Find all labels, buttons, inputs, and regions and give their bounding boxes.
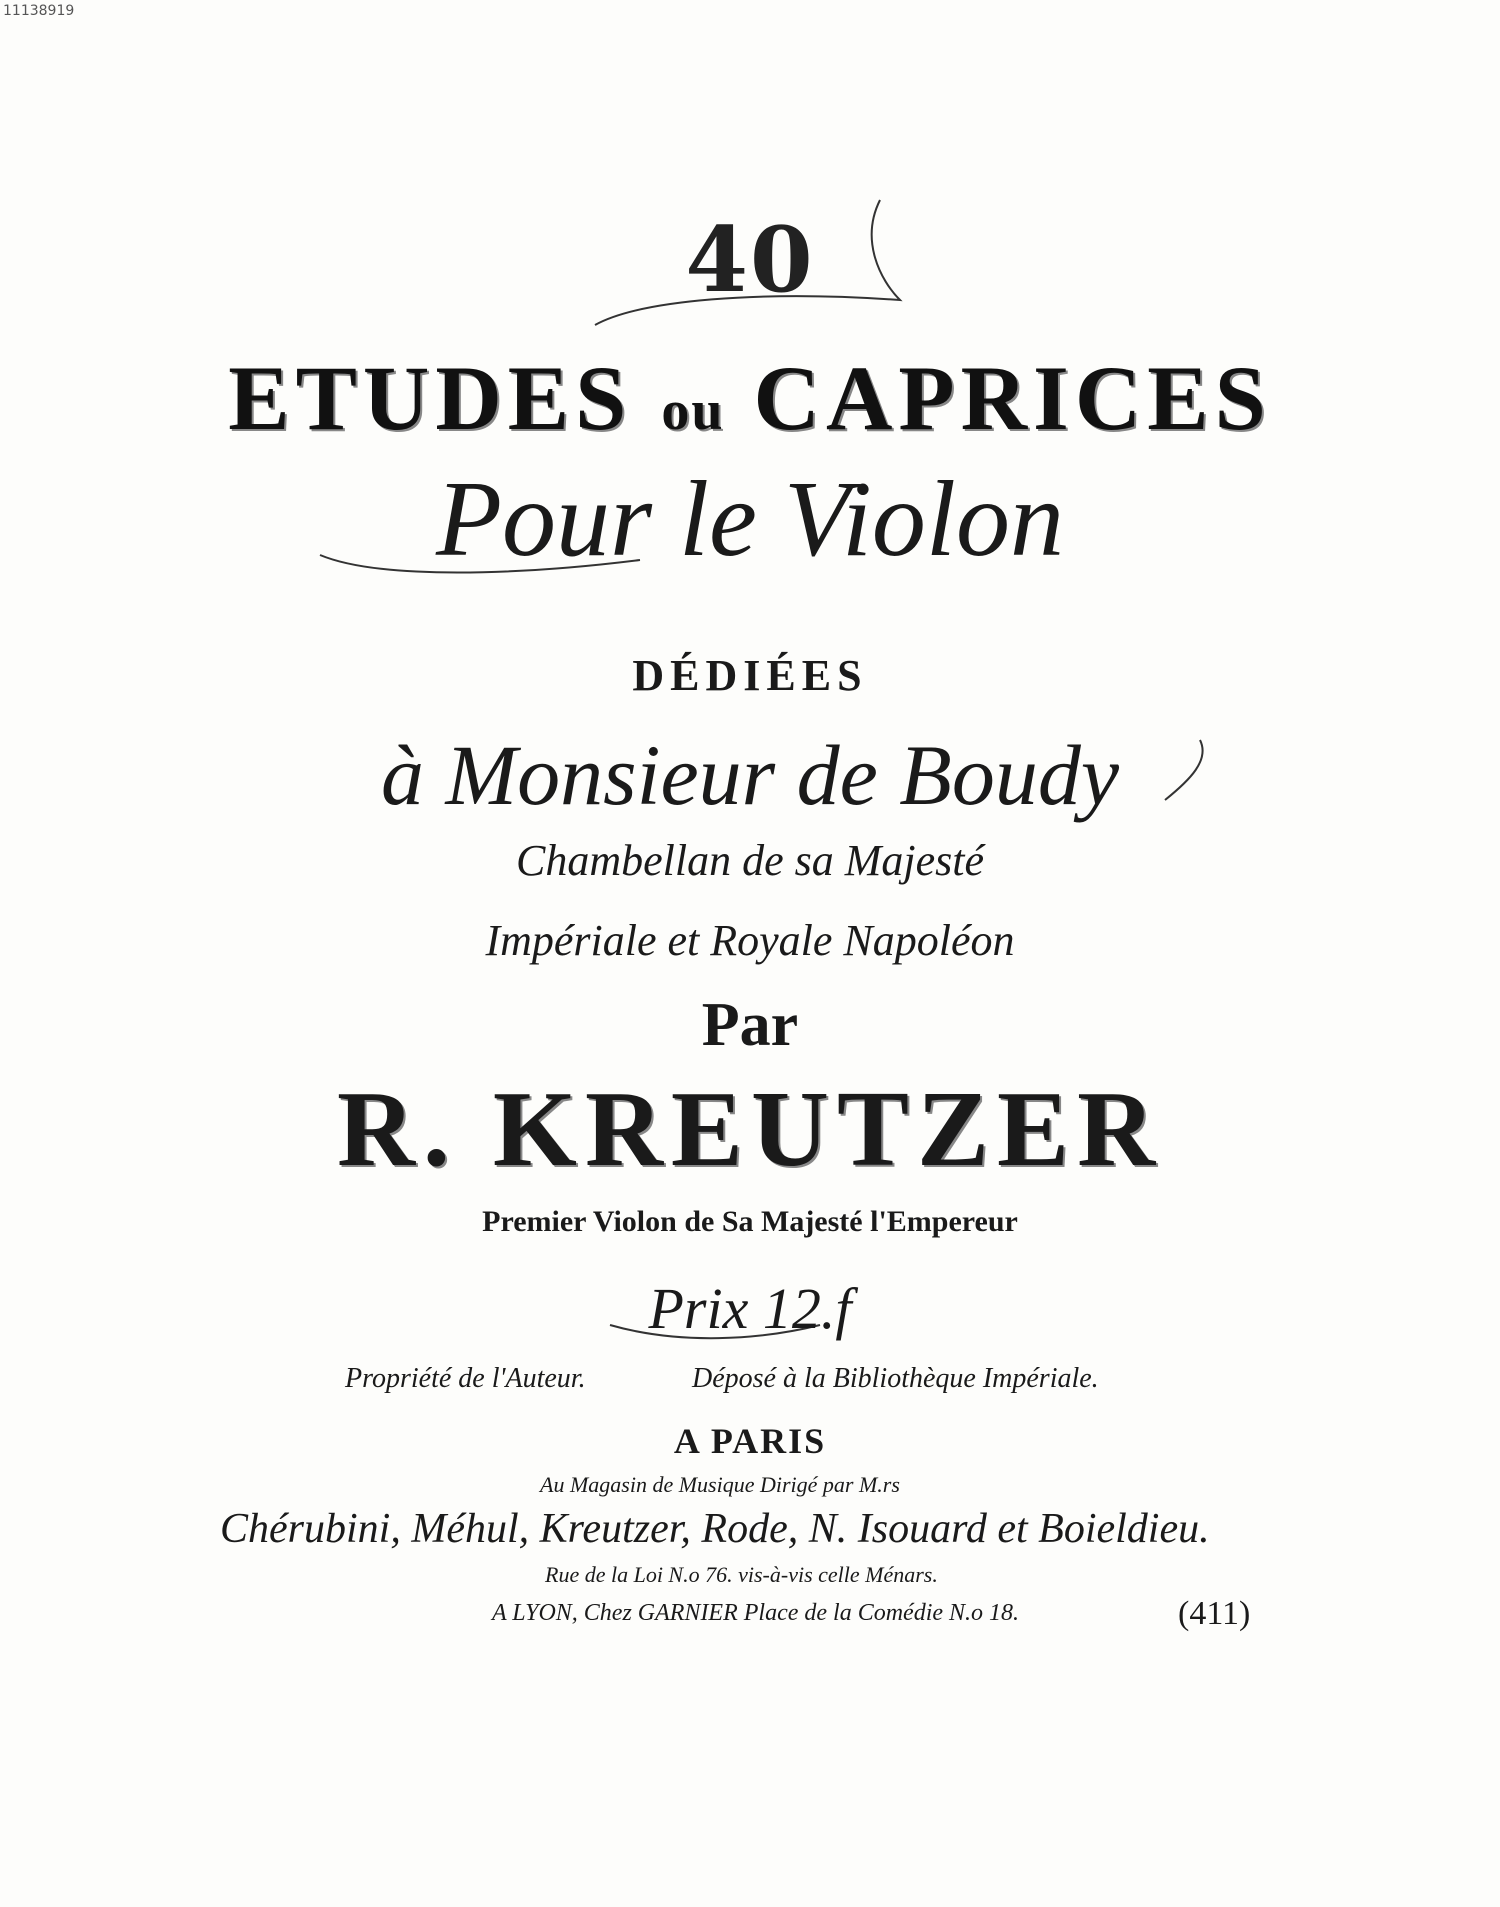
directors-list: Chérubini, Méhul, Kreutzer, Rode, N. Isouard et Boieldieu. — [220, 1506, 1210, 1552]
by-label: Par — [701, 991, 799, 1059]
property-note: Propriété de l'Auteur. — [345, 1363, 586, 1394]
dedicatee-title-line1: Chambellan de sa Majesté — [515, 836, 985, 885]
catalog-id: 11138919 — [3, 3, 75, 19]
shop-line: Au Magasin de Musique Dirigé par M.rs — [540, 1472, 900, 1497]
composer-role: Premier Violon de Sa Majesté l'Empereur — [482, 1205, 1018, 1238]
lyon-distributor: A LYON, Chez GARNIER Place de la Comédie N.o 18. — [492, 1600, 1020, 1626]
subtitle: Pour le Violon — [436, 460, 1064, 579]
main-title-end: CAPRICES — [753, 347, 1272, 449]
main-title-start: ETUDES — [228, 347, 633, 449]
composer-name: R. KREUTZER — [336, 1070, 1164, 1189]
dedicatee-name: à Monsieur de Boudy — [380, 727, 1119, 823]
plate-number: (411) — [1178, 1595, 1251, 1632]
publisher-address: Rue de la Loi N.o 76. vis-à-vis celle Ménars. — [545, 1562, 938, 1587]
price: Prix 12.f — [648, 1276, 852, 1341]
dedicatee-title-line2: Impériale et Royale Napoléon — [485, 916, 1015, 965]
main-title-conj: ou — [661, 380, 725, 442]
main-title — [0, 348, 1500, 461]
catalog-number: 40 — [685, 207, 815, 313]
deposit-note: Déposé à la Bibliothèque Impériale. — [692, 1363, 1099, 1394]
publisher-city: A PARIS — [673, 1421, 827, 1461]
dedication-heading: DÉDIÉES — [632, 651, 868, 700]
